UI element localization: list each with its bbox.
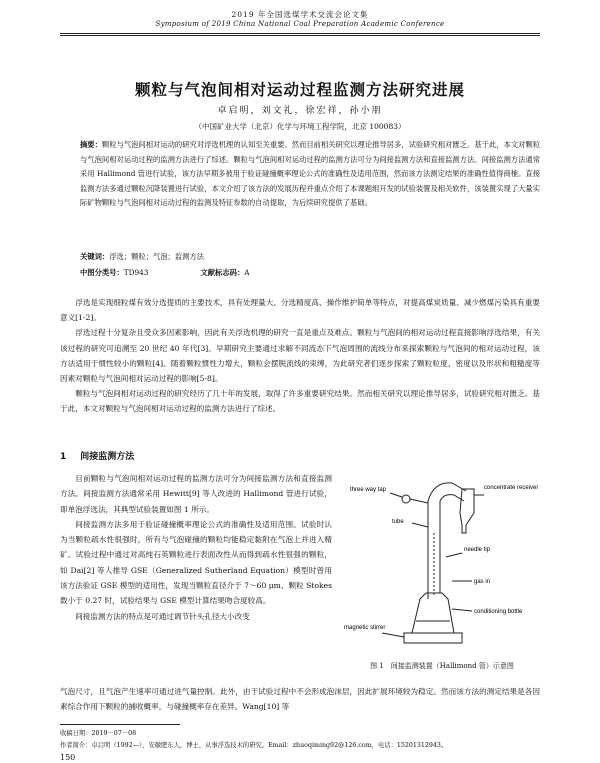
column-paragraph: 目前颗粒与气泡间相对运动过程的监测方法可分为间接监测方法和直接监测方法。间接监测方法通常采用 Hewitt[9] 等人改进的 Hallimond 管进行试验，即单泡浮选法，其典型试验装置如图 1 所示。	[60, 474, 332, 514]
label-concentrate: concentrate receiver	[484, 485, 539, 491]
tap-circle	[402, 495, 410, 503]
running-header-title: 2019 年全国选煤学术交流会论文集	[231, 10, 369, 19]
intro-paragraph: 浮选是实现细粒煤有效分选提质的主要技术，具有处理量大、分选精度高、操作维护简单等特点，对提高煤炭质量、减少燃煤污染具有重要意义[1-2]。	[60, 298, 540, 323]
left-column	[60, 471, 332, 624]
footnote-received: 收稿日期：2019－07－08	[60, 730, 137, 737]
elbow	[428, 483, 466, 501]
classification	[80, 268, 540, 278]
section-number: 1	[60, 452, 67, 462]
pointer-stirrer	[382, 633, 404, 637]
paper-title: 颗粒与气泡间相对运动过程监测方法研究进展	[134, 81, 465, 99]
running-header-subtitle: Symposium of 2019 China National Coal Preparation Academic Conference	[155, 20, 445, 28]
stirrer-base	[404, 633, 462, 643]
clc-label: 中图分类号：	[80, 268, 124, 277]
footnote-author: 作者简介：卓启明（1992—），安徽肥东人，博士，从事浮选技术的研究。Email：zhuoqiming92@126.com，电话：15201312943。	[60, 742, 448, 749]
label-gas-in: gas in	[474, 579, 491, 585]
apparatus-diagram	[342, 473, 542, 651]
flask	[412, 593, 454, 633]
author-list: 卓启明，刘文礼，徐宏祥，孙小朋	[217, 106, 383, 116]
pointer-needle	[446, 553, 462, 557]
label-conditioning-bottle: conditioning bottle	[474, 609, 523, 615]
label-magnetic-stirrer: magnetic stirrer	[344, 625, 386, 631]
intro-paragraph: 颗粒与气泡间相对运动过程的研究经历了几十年的发展，取得了许多重要研究结果。然而相关研究以理论推导居多，试验研究相对匮乏。基于此，本文对颗粒与气泡间相对运动过程的监测方法进行了综述。	[60, 389, 540, 414]
doc-code-value: A	[244, 268, 250, 277]
doc-code-label: 文献标志码：	[200, 268, 245, 277]
figure-caption: 图 1 间接监测装置（Hallimond 管）示意图	[370, 662, 514, 670]
receiver	[460, 489, 474, 533]
label-three-way-tap: three way tap	[350, 487, 387, 493]
tap-line	[410, 499, 428, 503]
column-paragraph: 间接监测方法的特点是可通过调节针头孔径大小改变	[75, 611, 250, 621]
pointer-tube	[412, 523, 428, 527]
hallimond-tube-figure	[342, 473, 542, 651]
pointer-conditioning	[452, 609, 472, 611]
keywords-text: 浮选；颗粒；气泡；监测方法	[109, 252, 205, 261]
intro-paragraph: 浮选过程十分复杂且受众多因素影响，因此有关浮选机理的研究一直是重点及难点。颗粒与气泡间的相对运动过程直接影响浮选结果，有关该过程的研究可追溯至 20 世纪 40 年代[3]。早期研究主要通过求解不同流态下气泡周围的流线分布来探索颗粒与气泡间的相对运动过程，该方法适用于惯性较小的颗粒[4]。随着颗粒惯性力增大，颗粒会摆脱流线的束缚，为此研究者们逐步探索了颗粒粒度、密度以及形状和粗糙度等因素对颗粒与气泡间相对运动过程的影响[5-8]。	[60, 328, 540, 384]
pointer-tap	[390, 493, 402, 497]
clc-value: TD943	[123, 268, 149, 277]
affiliation: （中国矿业大学（北京）化学与环境工程学院，北京 100083）	[194, 122, 406, 131]
keywords-label: 关键词：	[80, 252, 110, 261]
introduction	[60, 295, 540, 417]
abstract	[80, 138, 540, 211]
section-title: 间接监测方法	[80, 452, 135, 462]
abstract-label: 摘要：	[80, 140, 102, 149]
abstract-text: 颗粒与气泡间相对运动的研究对浮选机理的认知至关重要。然而目前相关研究以理论推导居多，试验研究相对匮乏。基于此，本文对颗粒与气泡间相对运动过程的监测方法进行了综述。颗粒与气泡间相对运动过程的监测方法可分为间接监测方法和直接监测方法。间接监测方法通常采用 Hallimond 管进行试验，该方法早期多被用于验证碰撞概率理论公式的准确性及适用范围，然而该方法测定结果的准确性值得商榷。直接监测方法多通过颗粒沉降装置进行试验，本文介绍了该方法的发展历程并重点介绍了本课题组开发的试验装置及相关软件，该装置实现了大量实际矿物颗粒与气泡间相对运动过程的监测及特征参数的自动提取，为后续研究提供了基础。	[80, 140, 540, 208]
footnote-rule	[60, 724, 180, 725]
section-heading	[60, 449, 134, 462]
keywords	[80, 252, 540, 262]
header-rule-top	[60, 33, 540, 34]
header-rule-bottom	[60, 35, 540, 36]
label-tube: tube	[392, 519, 404, 525]
page-number: 150	[60, 753, 76, 762]
label-needle-tip: needle tip	[464, 547, 491, 553]
continued-paragraph: 气泡尺寸，且气泡产生速率可通过进气量控制。此外，由于试验过程中不会形成泡沫层，因此扩展环境较为稳定。然而该方法的测定结果是各因素综合作用下颗粒的捕收概率，与碰撞概率存在差异。Wang[10] 等	[60, 687, 540, 712]
column-paragraph: 间接监测方法多用于验证碰撞概率理论公式的准确性及适用范围。试验时认为当颗粒疏水性很强时，所有与气泡碰撞的颗粒均能稳定黏附在气泡上并进入精矿。试验过程中通过对高纯石英颗粒进行表面改性从而得到疏水性很强的颗粒，如 Dai[2] 等人推导 GSE（Generalized Sutherland Equation）模型时曾用该方法验证 GSE 模型的适用性，发现当颗粒直径介于 7～60 μm、颗粒 Stokes 数小于 0.27 时，试验结果与 GSE 模型计算结果吻合度较高。	[60, 519, 332, 606]
